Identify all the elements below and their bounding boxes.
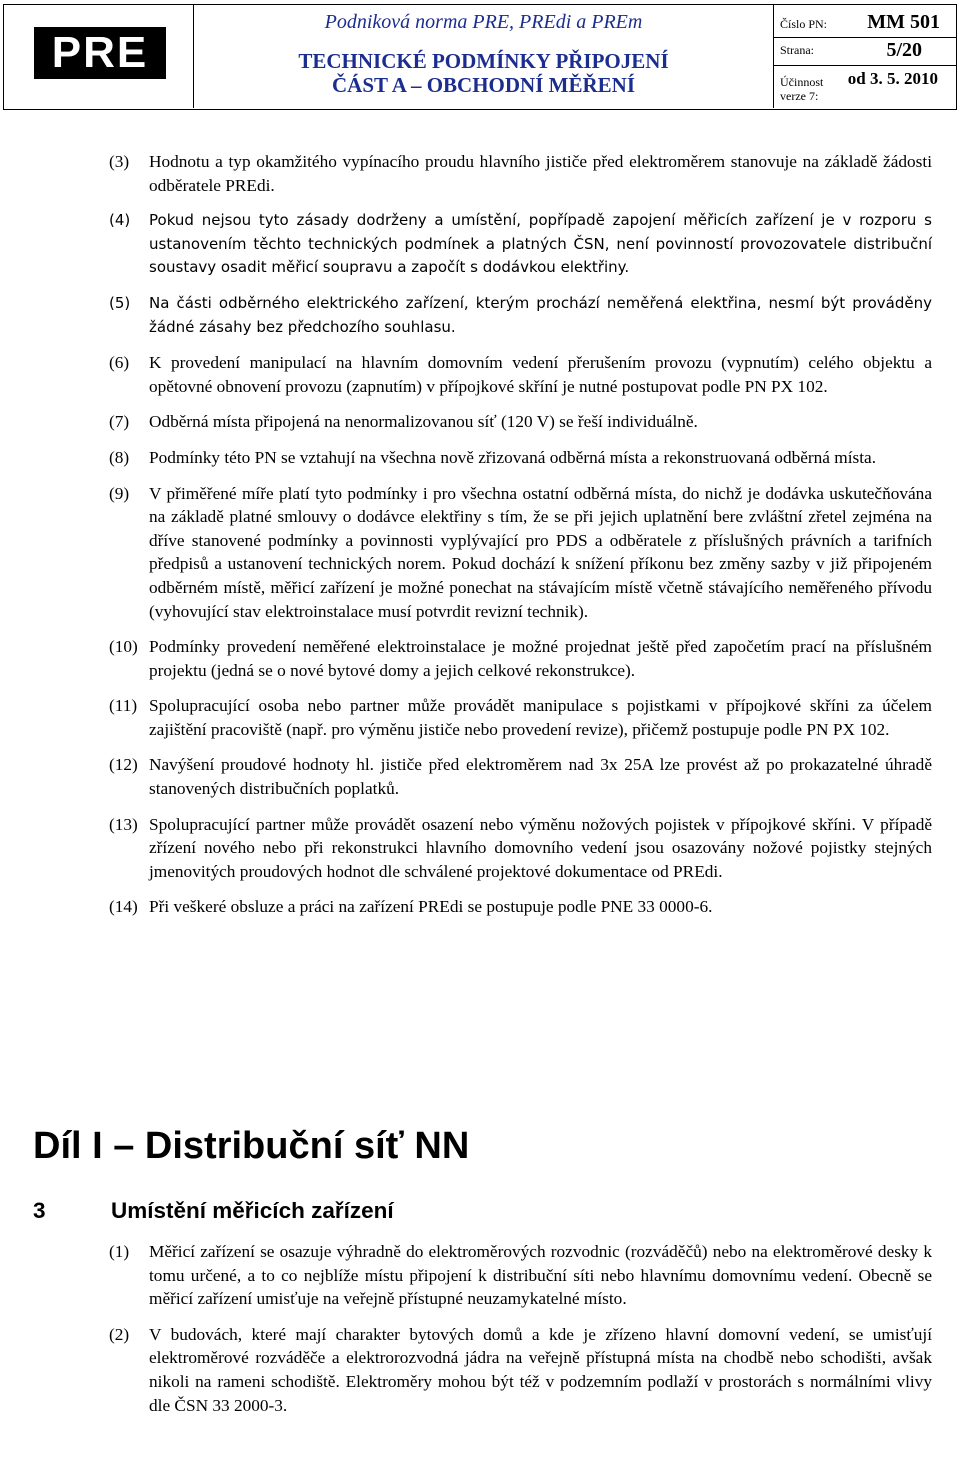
document-header	[3, 4, 957, 110]
logo-cell	[4, 5, 194, 108]
meta-divider	[774, 37, 956, 38]
paragraph-6	[109, 351, 932, 398]
paragraph-text: Spolupracující osoba nebo partner může provádět manipulace s pojistkami v přípojkové skříni za účelem zajištění pracoviště (např. pro výměnu jističe nebo provedení revize), přičemž postupuje podle PN PX 102.	[149, 696, 932, 739]
ucinnost-label: Účinnost	[780, 75, 824, 89]
paragraph-number: (11)	[109, 696, 138, 716]
paragraph-text: V budovách, které mají charakter bytových domů a kde je zřízeno hlavní domovní vedení, se umisťují elektroměrové rozváděče a elektrorozvodná jádra na veřejně přístupná místa na chodbě nebo schodišti, avšak nikoli na rameni schodiště. Elektroměry mohou být též v podzemním podlaží v prostorách s normálními vlivy dle ČSN 33 2000-3.	[149, 1324, 932, 1415]
paragraph-number: (3)	[109, 152, 130, 171]
paragraph-number: (1)	[109, 1242, 130, 1261]
paragraph-number: (12)	[109, 755, 138, 775]
part-title: ČÁST A – OBCHODNÍ MĚŘENÍ	[331, 73, 635, 97]
part-heading: Díl I – Distribuční síť NN	[33, 1125, 470, 1167]
section-title: Umístění měřicích zařízení	[111, 1198, 394, 1223]
paragraph-text: Na části odběrného elektrického zařízení, kterým prochází neměřená elektřina, nesmí být prováděny žádné zásahy bez předchozího souhlasu.	[149, 293, 932, 336]
paragraph-10	[109, 635, 932, 682]
paragraph-text: Spolupracující partner může provádět osazení nebo výměnu nožových pojistek v přípojkové skříni. V případě zřízení nového nebo při rekonstrukci hlavního domovního vedení jsou osazovány nožové pojistky stejných jmenovitých proudových hodnot dle schválené projektové dokumentace od PREdi.	[149, 814, 932, 881]
paragraph-number: (7)	[109, 412, 130, 432]
paragraph-11	[109, 694, 932, 741]
section-paragraph-2	[109, 1323, 932, 1417]
paragraph-number: (8)	[109, 447, 130, 467]
paragraph-12	[109, 753, 932, 800]
strana-value: 5/20	[886, 39, 922, 61]
ucinnost-value: od 3. 5. 2010	[847, 69, 938, 88]
paragraph-number: (14)	[109, 897, 138, 917]
paragraph-text: Podmínky provedení neměřené elektroinstalace je možné projednat ještě před započetím prací na příslušném projektu (jedná se o nové bytové domy a jejich celkové rekonstrukce).	[149, 637, 932, 680]
meta-divider	[774, 65, 956, 66]
paragraph-number: (9)	[109, 483, 130, 503]
paragraph-text: Navýšení proudové hodnoty hl. jističe před elektroměrem nad 3x 25A lze provést až po prokazatelné úhradě stanovených distribučních poplatků.	[149, 755, 932, 799]
paragraph-3	[109, 150, 932, 197]
paragraph-14	[109, 895, 932, 919]
paragraph-text: Odběrná místa připojená na nenormalizovanou síť (120 V) se řeší individuálně.	[149, 412, 698, 432]
paragraph-number: (10)	[109, 637, 138, 657]
paragraph-number: (6)	[109, 353, 130, 373]
section-paragraph-1	[109, 1240, 932, 1311]
paragraph-5	[109, 292, 932, 339]
paragraph-text: Podmínky této PN se vztahují na všechna nově zřizovaná odběrná místa a rekonstruovaná odběrná místa.	[149, 447, 877, 467]
paragraph-text: Hodnotu a typ okamžitého vypínacího proudu hlavního jističe před elektroměrem stanovuje na základě žádosti odběratele PREdi.	[149, 152, 932, 195]
meta-cell	[774, 5, 956, 108]
norm-title: Podniková norma PRE, PREdi a PREm	[324, 11, 643, 33]
verze-label: verze 7:	[780, 89, 819, 103]
cislo-label: Číslo PN:	[780, 17, 828, 31]
paragraph-number: (4)	[109, 211, 131, 230]
paragraph-text: Měřicí zařízení se osazuje výhradně do elektroměrových rozvodnic (rozváděčů) nebo na elektroměrové desky k tomu určené, a to co nejblíže místu připojení k distribuční síti nebo hlavnímu domovnímu vedení. Obecně se měřicí zařízení umisťuje na veřejně přístupné neuzamykatelné místo.	[149, 1242, 932, 1309]
paragraph-number: (13)	[109, 814, 138, 834]
paragraph-4	[109, 209, 932, 280]
paragraph-8	[109, 446, 932, 470]
strana-label: Strana:	[780, 43, 814, 57]
cislo-value: MM 501	[867, 11, 940, 33]
paragraph-text: V přiměřené míře platí tyto podmínky i pro všechna ostatní odběrná místa, do nichž je dodávka uskutečňována na základě platné smlouvy o dodávce elektřiny s tím, že se při jejich uplatnění bere zvláštní zřetel zejména na dříve stanovené podmínky a povinnosti vyplývající pro PDS a odběratele z příslušných právních a tarifních předpisů a ustanovení technických norem. Pokud dochází k snížení příkonu bez změny sazby v již připojeném odběrném místě, měřicí zařízení je možné ponechat na stávajícím místě včetně stávajícího neměřeného přívodu (vyhovující stav elektroinstalace musí potvrdit revizní technik).	[149, 483, 932, 621]
paragraph-13	[109, 813, 932, 884]
document-title: TECHNICKÉ PODMÍNKY PŘIPOJENÍ	[298, 49, 669, 73]
paragraph-7	[109, 410, 932, 434]
section-number: 3	[33, 1198, 46, 1223]
paragraph-text: Při veškeré obsluze a práci na zařízení PREdi se postupuje podle PNE 33 0000-6.	[149, 897, 713, 917]
main-content	[109, 150, 932, 931]
paragraph-number: (5)	[109, 293, 131, 312]
paragraph-9	[109, 482, 932, 624]
paragraph-text: K provedení manipulací na hlavním domovním vedení přerušením provozu (vypnutím) celého objektu a opětovné obnovení provozu (zapnutím) v přípojkové skříní je nutné postupovat podle PN PX 102.	[149, 353, 932, 396]
paragraph-number: (2)	[109, 1324, 130, 1344]
title-cell	[194, 5, 774, 108]
logo-text: PRE	[51, 28, 149, 77]
pre-logo	[34, 27, 166, 79]
paragraph-text: Pokud nejsou tyto zásady dodrženy a umístění, popřípadě zapojení měřicích zařízení je v rozporu s ustanovením těchto technických podmínek a platných ČSN, není povinností provozovatele distribuční soustavy osadit měřicí soupravu a započít s dodávkou elektřiny.	[149, 211, 932, 277]
section-content	[109, 1240, 932, 1429]
